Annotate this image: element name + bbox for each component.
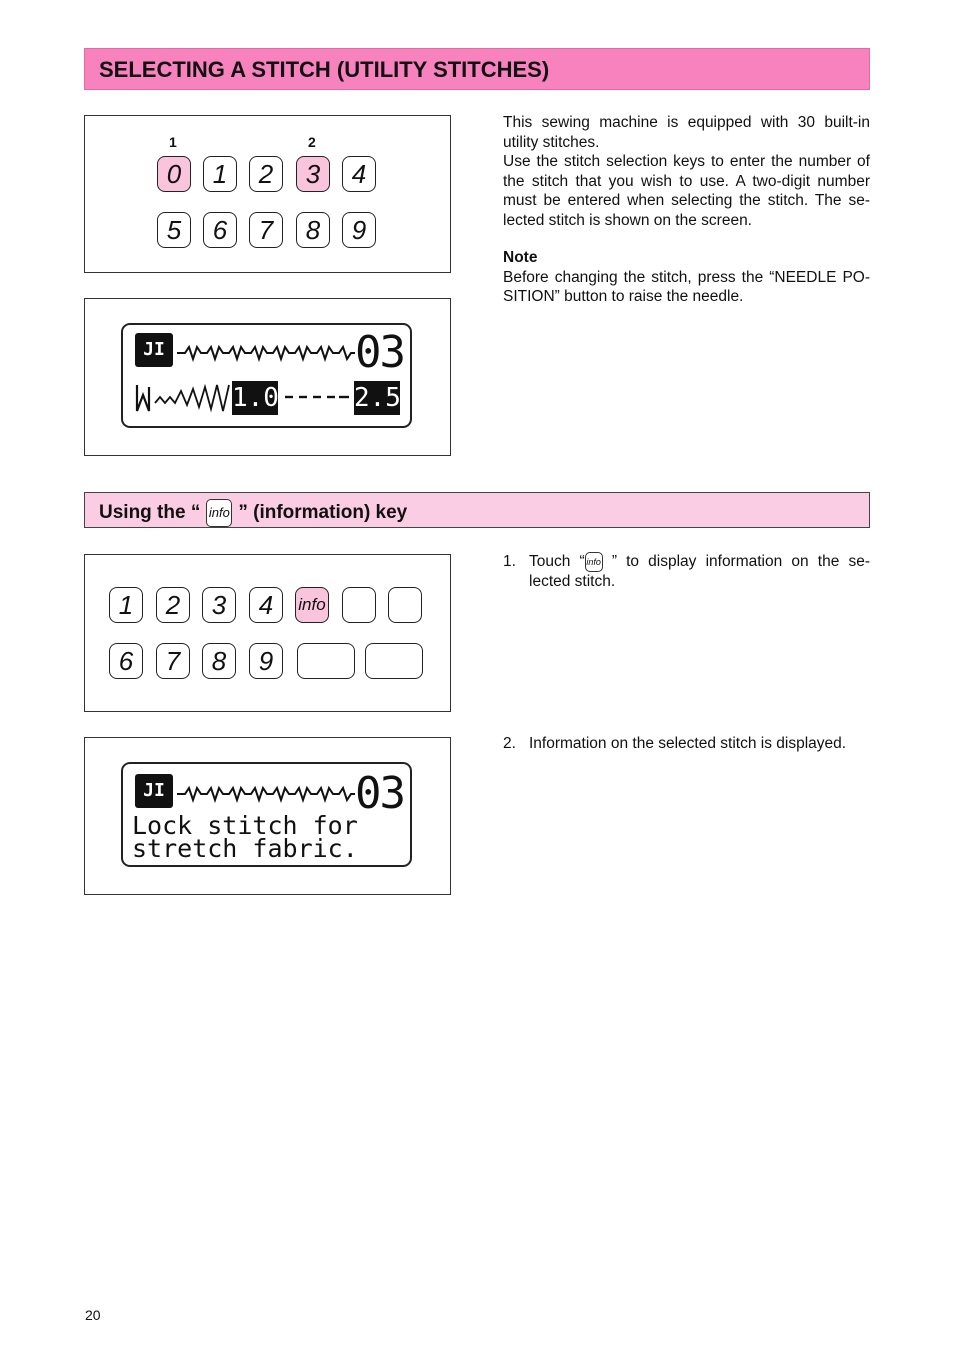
key-7[interactable]: 7	[249, 212, 283, 248]
section-heading-bar	[84, 492, 870, 528]
callout-1: 1	[169, 134, 177, 150]
stitch-width-value: 1.0	[232, 383, 279, 413]
key-9[interactable]: 9	[342, 212, 376, 248]
stitch-number: 03	[355, 327, 404, 378]
key-2[interactable]: 2	[249, 156, 283, 192]
step-1-text-after: ” to display information on the se-lected stitch.	[529, 553, 870, 590]
stitch-mode-indicator: JI	[135, 774, 173, 808]
lcd-screen-info	[121, 762, 412, 867]
blank-wide-key-2[interactable]	[365, 643, 423, 679]
step-1-text-before: Touch “	[529, 553, 585, 571]
info-keys-panel	[84, 554, 451, 712]
section-heading-prefix: Using the “	[99, 502, 201, 523]
key-7[interactable]: 7	[156, 643, 190, 679]
key-5[interactable]: 5	[157, 212, 191, 248]
blank-key-2[interactable]	[388, 587, 422, 623]
key-8[interactable]: 8	[202, 643, 236, 679]
stitch-number: 03	[355, 768, 404, 819]
key-4[interactable]: 4	[249, 587, 283, 623]
section-heading-suffix: ” (information) key	[238, 502, 408, 523]
page-title: SELECTING A STITCH (UTILITY STITCHES)	[99, 57, 550, 82]
stitch-length-icon	[283, 391, 351, 403]
stitch-pattern-icon	[177, 778, 355, 808]
key-3[interactable]: 3	[296, 156, 330, 192]
info-key-icon: info	[206, 499, 232, 527]
info-message-line-1: Lock stitch for	[132, 811, 358, 840]
key-6[interactable]: 6	[203, 212, 237, 248]
key-3[interactable]: 3	[202, 587, 236, 623]
lcd-panel-2	[84, 737, 451, 895]
intro-paragraph-2: Use the stitch selection keys to enter the number of the stitch that you wish to use. A two-digit number must be entered when selecting the stitch. The se-lected stitch is shown on the screen.	[503, 153, 870, 229]
key-0[interactable]: 0	[157, 156, 191, 192]
step-2-text: Information on the selected stitch is displayed.	[529, 735, 847, 752]
key-6[interactable]: 6	[109, 643, 143, 679]
callout-2: 2	[308, 134, 316, 150]
lcd-screen	[121, 323, 412, 428]
step-1	[503, 552, 870, 592]
stitch-pattern-icon	[177, 337, 355, 367]
blank-wide-key-1[interactable]	[297, 643, 355, 679]
key-2[interactable]: 2	[156, 587, 190, 623]
intro-text	[503, 113, 870, 307]
step-2-number: 2.	[503, 735, 516, 752]
page-title-bar	[84, 48, 870, 90]
info-key[interactable]: info	[295, 587, 329, 623]
key-8[interactable]: 8	[296, 212, 330, 248]
lcd-panel-1	[84, 298, 451, 456]
note-heading: Note	[503, 249, 538, 266]
info-message-line-2: stretch fabric.	[132, 834, 358, 863]
page-number: 20	[85, 1307, 101, 1323]
key-1[interactable]: 1	[109, 587, 143, 623]
note-text: Before changing the stitch, press the “NEEDLE PO-SITION” button to raise the needle.	[503, 268, 870, 305]
zigzag-width-icon	[133, 381, 231, 415]
stitch-length-value: 2.5	[354, 383, 401, 413]
step-1-text	[529, 552, 870, 591]
info-key-inline-icon: info	[585, 552, 603, 572]
step-2	[503, 734, 870, 756]
stitch-mode-indicator: JI	[135, 333, 173, 367]
blank-key-1[interactable]	[342, 587, 376, 623]
intro-paragraph-1: This sewing machine is equipped with 30 built-in utility stitches.	[503, 114, 870, 151]
stitch-keys-panel	[84, 115, 451, 273]
key-4[interactable]: 4	[342, 156, 376, 192]
key-1[interactable]: 1	[203, 156, 237, 192]
key-9[interactable]: 9	[249, 643, 283, 679]
step-1-number: 1.	[503, 553, 516, 570]
